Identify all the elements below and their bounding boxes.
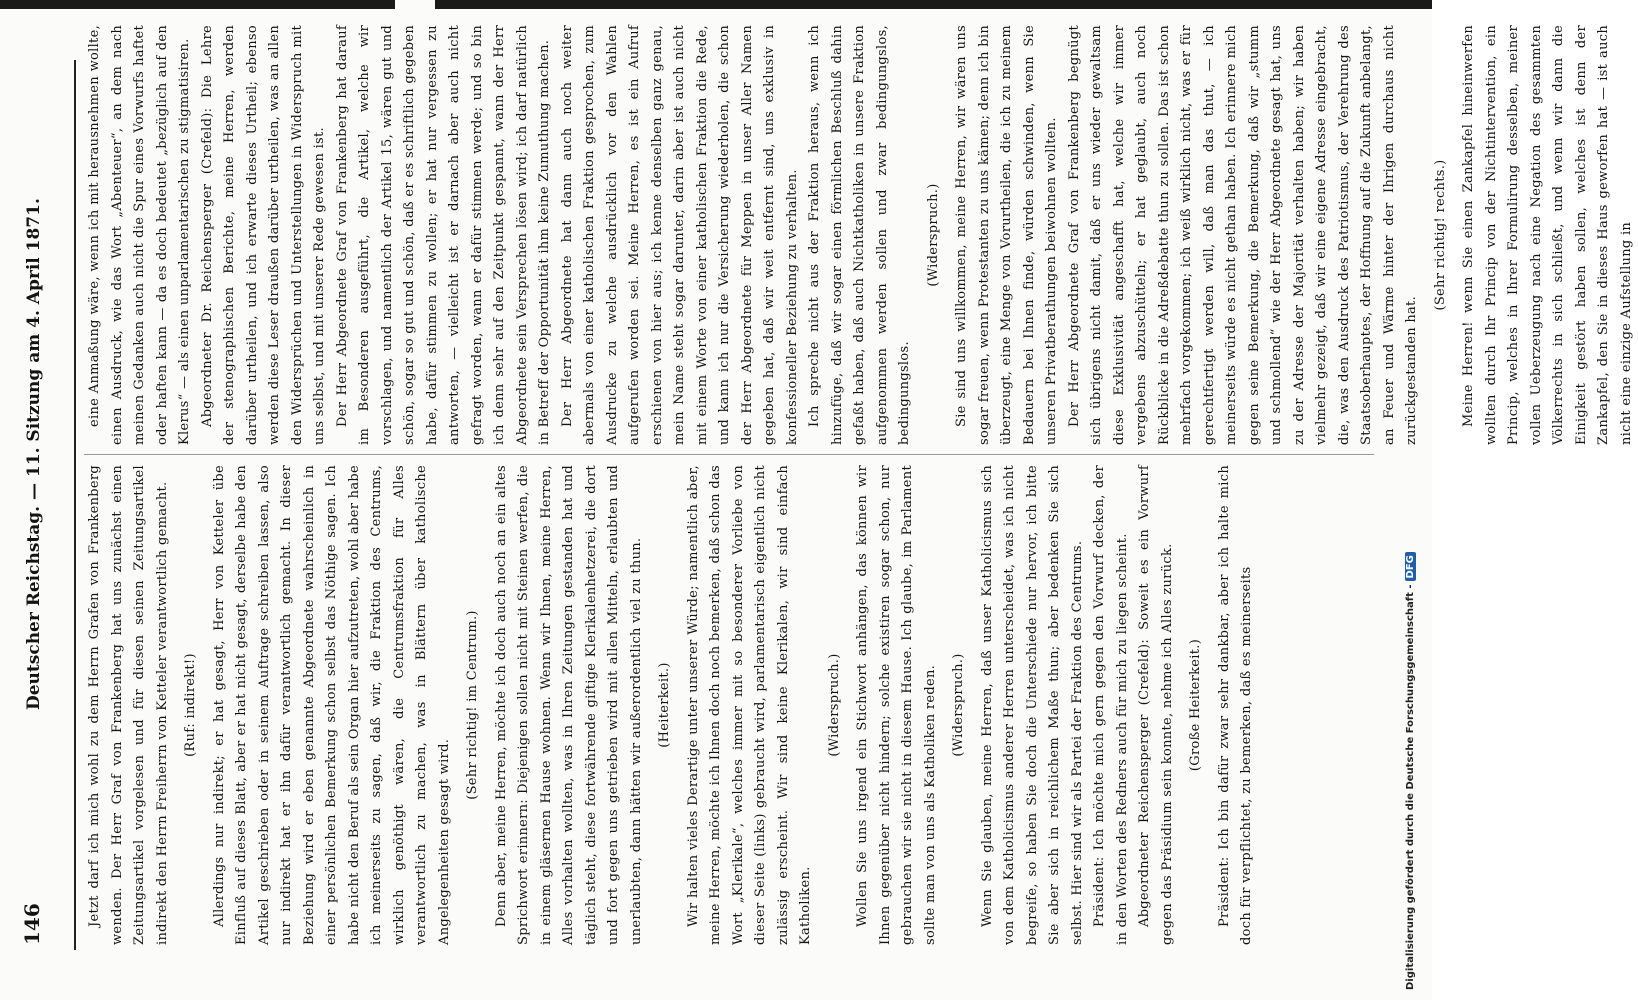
- credit-text-line: [1405, 60, 1416, 990]
- right-column: [84, 25, 1634, 445]
- interjection: (Sehr richtig! rechts.): [1432, 159, 1448, 311]
- left-column: [84, 465, 1384, 945]
- speaker-paragraph: Präsident: Ich möchte mich gern gegen den Vorwurf decken, der in den Worten des Redners auch für mich zu liegen scheint.: [1092, 465, 1130, 945]
- header-rule: [74, 60, 76, 950]
- digitization-credit: [1405, 60, 1427, 990]
- paragraph: eine Anmaßung wäre, wenn ich mit herausnehmen wollte, einen Ausdruck, wie das Wort „Abenteuer“, an dem nach meinen Gedanken auch nicht die Spur eines Vorwurfs haftet oder haften kann — da es doch bedeutet „bezüglich auf den Klerus“ — als einen unparlamentarischen zu stigmatisiren.: [87, 25, 192, 445]
- interjection: (Widerspruch.): [925, 183, 941, 287]
- interjection: (Ruf: indirekt!): [183, 653, 198, 757]
- dfg-logo-badge: DFG: [1405, 552, 1416, 581]
- interjection: (Widerspruch.): [951, 653, 966, 757]
- paragraph: Ich spreche nicht aus der Fraktion heraus, wenn ich hinzufüge, daß wir sogar einen förmlichen Beschluß dahin gefaßt haben, daß auch Nichtkatholiken in unsere Fraktion aufgenommen werden sollen und zwar bedingungslos, bedingungslos.: [807, 25, 912, 445]
- page-header: [18, 0, 58, 1000]
- speaker-paragraph: Präsident: Ich bin dafür zwar sehr dankbar, aber ich halte mich doch für verpflichtet, zu bemerken, daß es meinerseits: [1216, 465, 1254, 945]
- paragraph: Wenn Sie glauben, meine Herren, daß unser Katholicismus sich von dem Katholicismus anderer Herren unterscheidet, was ich nicht begreife, so haben Sie doch die Unterschiede nur hervor, ich bitte Sie aber sich in reichlichem Maße thun; aber bedenken Sie sich selbst. Hier sind wir als Partei der Fraktion des Centrums.: [979, 465, 1085, 945]
- paragraph: Wollen Sie uns irgend ein Stichwort anhängen, das können wir Ihnen gegenüber nicht hindern; solche existiren sogar schon, nur gebrauchen wir sie nicht in diesem Hause. Ich glaube, im Parlament sollte man von uns als Katholiken reden.: [855, 465, 938, 945]
- paragraph: Der Herr Abgeordnete Graf von Frankenberg hat darauf im Besonderen ausgeführt, die Artikel, welche wir vorschlagen, und namentlich der Artikel 15, wären gut und schön, sogar so gut und schön, daß er es schriftlich gegeben habe, dafür stimmen zu wollen; er hat nur vergessen zu antworten, — vielleicht ist er darnach aber auch nicht gefragt worden, wann er dafür stimmen werde; und so bin ich denn sehr auf den Zeitpunkt gespannt, wann der Herr Abgeordnete sein Versprechen lösen wird; ich darf natürlich in Betreff der Opportunität ihm keine Zumuthung machen.: [334, 25, 552, 445]
- speaker-paragraph: Abgeordneter Dr. Reichensperger (Crefeld): Die Lehre der stenographischen Berichte, meine Herren, werden darüber urtheilen, und ich erwarte dieses Urtheil; ebenso werden diese Leser draußen darüber urtheilen, was an allen den Widersprüchen und Unterstellungen in Widerspruch mit uns selbst, und mit unserer Rede gewesen ist.: [199, 25, 327, 445]
- page-number: 146: [20, 903, 44, 945]
- paragraph: Meine Herren! wenn Sie einen Zankapfel hineinwerfen wollten durch Ihr Princip von der Nichtintervention, ein Princip, welches in Ihrer Formulirung desselben, meiner vollen Ueberzeugung nach eine Negation des gesammten Völkerrechts in sich schließt, und wenn wir dann die Einigkeit gestört haben sollen, welches ist denn der Zankapfel, den Sie in dieses Haus geworfen hat — ist auch nicht eine einzige Aufstellung in: [1461, 25, 1634, 445]
- paragraph: Sie sind uns willkommen, meine Herren, wir wären uns sogar freuen, wenn Protestanten zu uns kämen; denn ich bin überzeugt, eine Menge von Vorurtheilen, die ich zu meinem Bedauern bei Ihnen finde, würden schwinden, wenn Sie unseren Privatberathungen beiwohnen wollten.: [954, 25, 1059, 445]
- interjection: (Große Heiterkeit.): [1188, 638, 1203, 772]
- interjection: (Sehr richtig! im Centrum.): [465, 610, 480, 800]
- interjection: (Widerspruch.): [826, 653, 842, 757]
- running-title: Deutscher Reichstag. — 11. Sitzung am 4. April 1871.: [24, 198, 44, 710]
- paragraph: Der Herr Abgeordnete hat dann auch noch weiter abermals von einer katholischen Fraktion gesprochen, zum Ausdrucke zu welche ausdrücklich vor den Wahlen aufgerufen worden sei. Meine Herren, es ist ein Aufruf erschienen von hier aus; ich kenne denselben ganz genau, mein Name steht sogar darunter, darin aber ist auch nicht mit einem Worte von einer katholischen Fraktion die Rede, und kann ich nur die Versicherung wiederholen, die schon der Herr Abgeordnete für Meppen in unser Aller Namen gegeben hat, daß wir weit entfernt sind, uns exklusiv in konfessioneller Beziehung zu verhalten.: [559, 25, 800, 445]
- paragraph: Allerdings nur indirekt; er hat gesagt, Herr von Ketteler übe Einfluß auf dieses Blatt, aber er hat nicht gesagt, derselbe habe den Artikel geschrieben oder in seinem Auftrage schreiben lassen, also nur indirekt hat er ihn dafür verantwortlich gemacht. In dieser Beziehung wird er eben genannte Abgeordnete wahrscheinlich in einer persönlichen Bemerkung schon selbst das Nöthige sagen. Ich habe nicht den Beruf als sein Organ hier aufzutreten, wohl aber habe ich meinerseits zu sagen, daß wir, die Fraktion des Centrums, wirklich genöthigt wären, die Centrumsfraktion für Alles verantwortlich zu machen, was in Blättern über katholische Angelegenheiten gesagt wird.: [211, 465, 452, 945]
- speaker-paragraph: Abgeordneter Reichensperger (Crefeld): Soweit es ein Vorwurf gegen das Präsidium sein konnte, nehme ich Alles zurück.: [1137, 465, 1175, 945]
- paragraph: Jetzt darf ich mich wohl zu dem Herrn Grafen von Frankenberg wenden. Der Herr Graf von Frankenberg hat uns zunächst einen Zeitungsartikel vorgelesen und für diesen seinen Zeitungsartikel indirekt den Herrn Freiherrn von Ketteler verantwortlich gemacht.: [87, 465, 170, 945]
- paragraph: Der Herr Abgeordnete Graf von Frankenberg begnügt sich übrigens nicht damit, daß er uns wieder gewaltsam diese Exklusivität angeschafft hat, welche wir immer vergebens abzuschütteln; er hat geglaubt, auch noch Rückblicke in die Adreßdebatte thun zu sollen. Das ist schon mehrfach vorgekommen; ich weiß wirklich nicht, was er für gerechtfertigt werden will, daß man das thut, — ich meinerseits würde es nicht gethan haben. Ich erinnere mich gegen seine Bemerkung, die Bemerkung, daß wir „stumm und schmollend“ wie der Herr Abgeordnete gesagt hat, uns zu der Adresse der Majorität verhalten haben; wir haben vielmehr gezeigt, daß wir eine eigene Adresse eingebracht, die, was den Ausdruck des Patriotismus, der Verehrung des Staatsoberhauptes, der Hoffnung auf die Zukunft anbelangt, an Feuer und Wärme hinter der Ihrigen durchaus nicht zurückgestanden hat.: [1066, 25, 1419, 445]
- paragraph: Denn aber, meine Herren, möchte ich doch auch noch an ein altes Sprichwort erinnern: Diejenigen sollen nicht mit Steinen werfen, die in einem gläsernen Hause wohnen. Wenn wir Ihnen, meine Herren, Alles vorhalten wollten, was in Ihren Zeitungen gestanden hat und täglich steht, diese fortwährende giftige Klerikalenhetzerei, die dort und fort gegen uns getrieben wird mit allen Mitteln, erlaubten und unerlaubten, dann hätten wir außerordentlich viel zu thun.: [493, 465, 644, 945]
- interjection: (Heiterkeit.): [657, 662, 672, 748]
- column-divider: [84, 454, 1374, 455]
- credit-text: Digitalisierung gefördert durch die Deutsche Forschungsgemeinschaft -: [1405, 584, 1416, 990]
- paragraph: Wir halten vieles Derartige unter unserer Würde; namentlich aber, meine Herren, möchte ich Ihnen doch noch bemerken, daß schon das Wort „Klerikale“, welches immer mit so besonderer Vorliebe von dieser Seite (links) gebraucht wird, parlamentarisch eigentlich nicht zulässig erscheint. Wir sind keine Klerikalen, wir sind einfach Katholiken.: [685, 465, 813, 945]
